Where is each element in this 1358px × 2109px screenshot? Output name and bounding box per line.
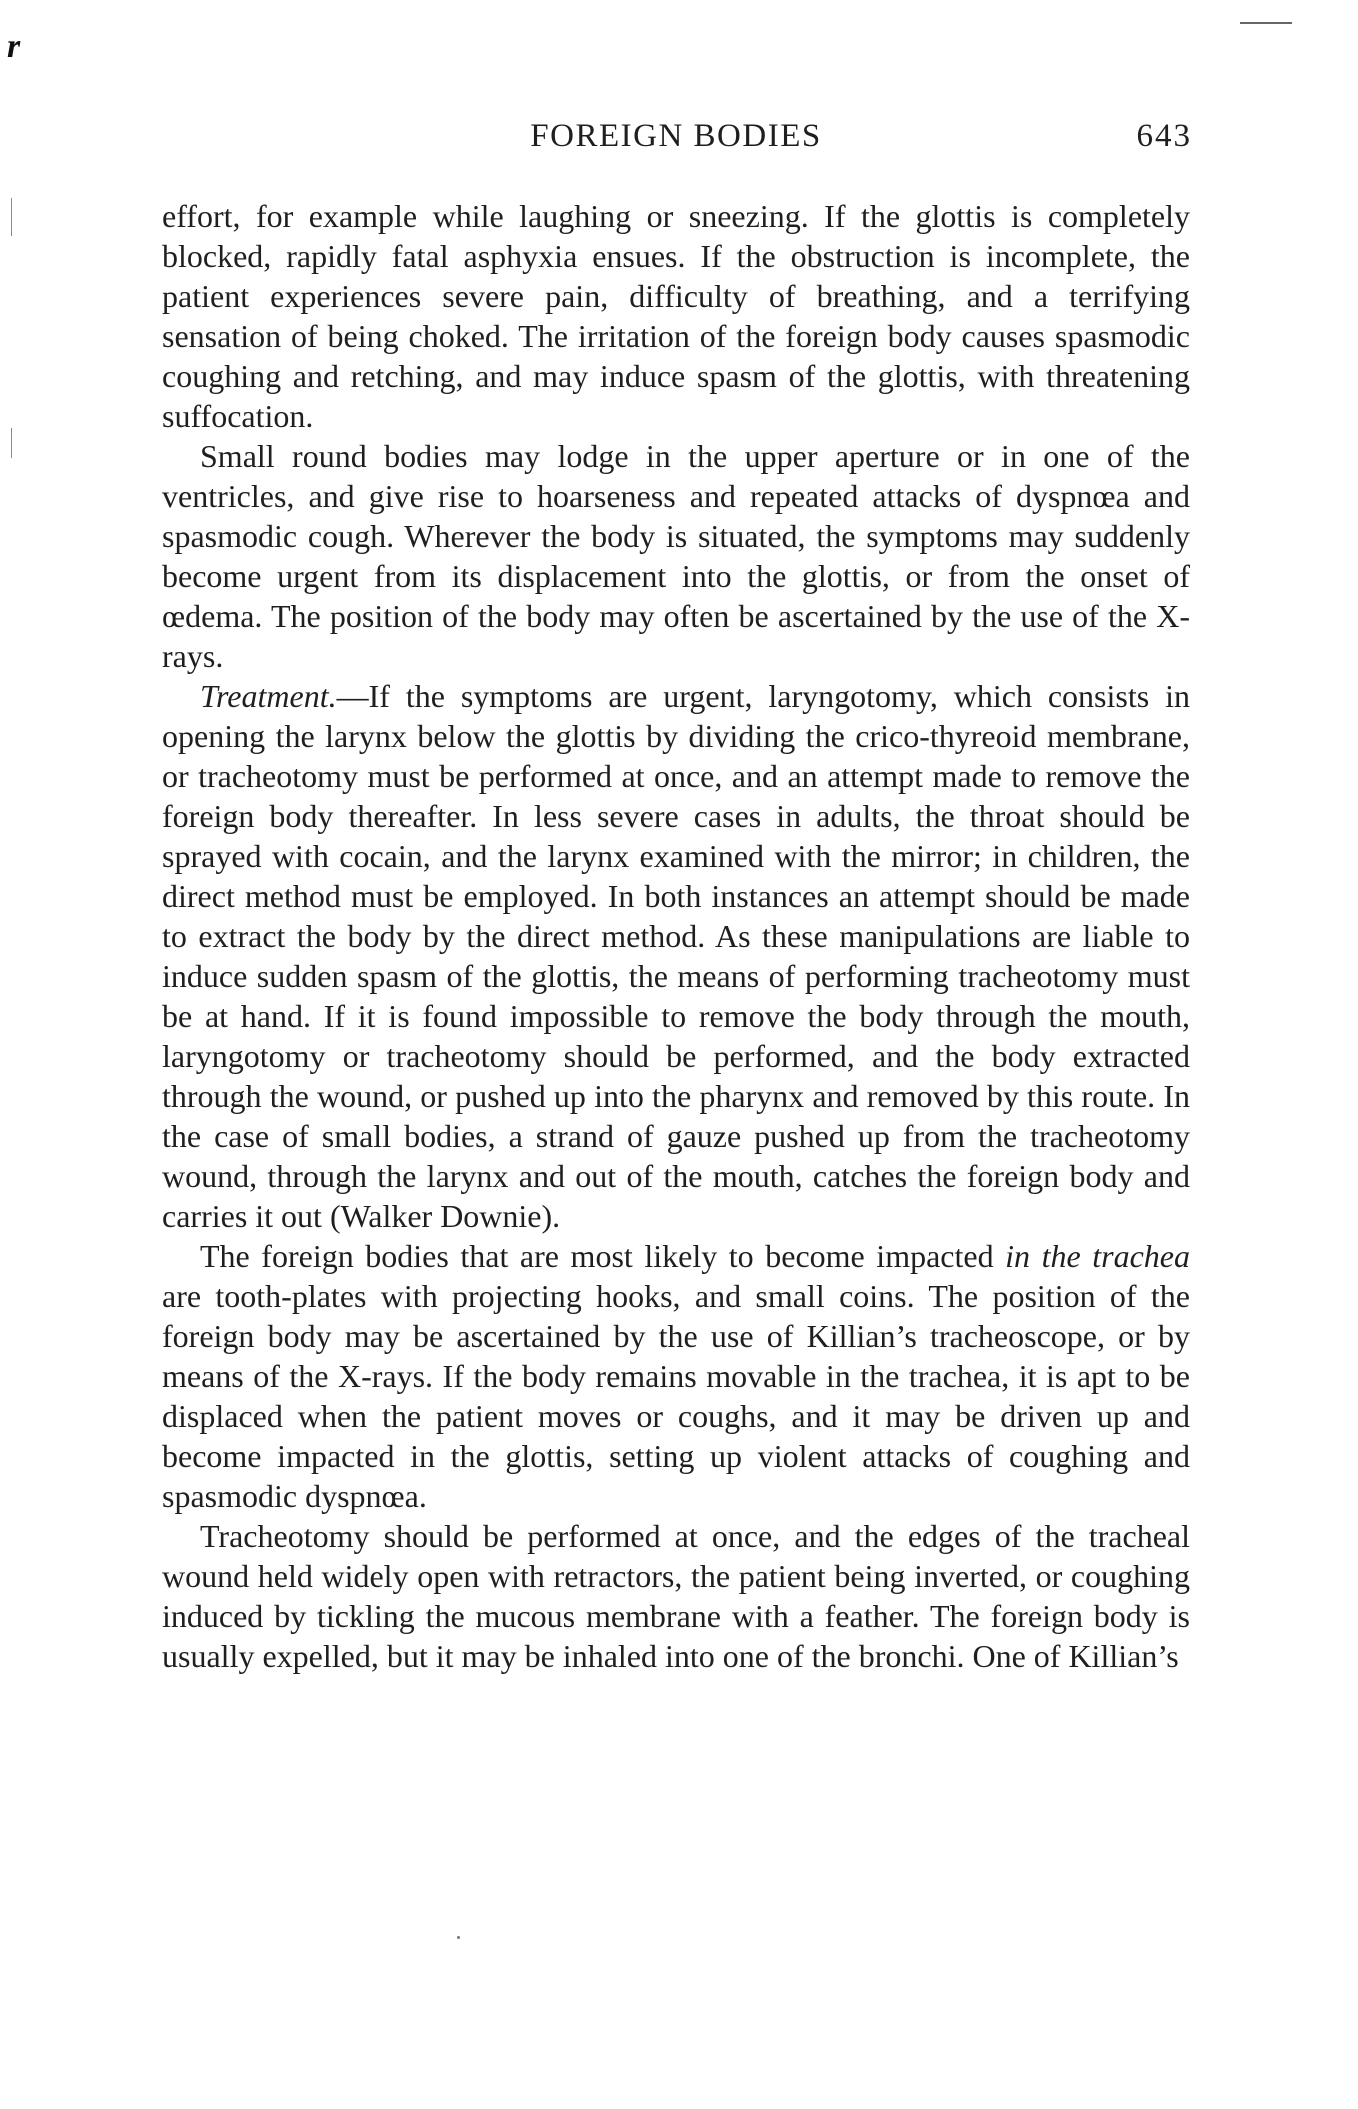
text-run: effort, for example while laughing or sneezing. If the glottis is completely blocked, rapidly fatal asphyxia ensues. If the obstruction is incomplete, the patient experiences severe pain, difficulty of breathing, and a terrifying sensation of being choked. The irritation of the foreign body causes spasmodic coughing and retching, and may induce spasm of the glottis, with threatening suffocation. — [162, 198, 1190, 434]
paragraph — [162, 436, 1190, 676]
paragraph — [162, 196, 1190, 436]
text-run: Small round bodies may lodge in the upper aperture or in one of the ventricles, and give rise to hoarseness and repeated attacks of dyspnœa and spasmodic cough. Wherever the body is situated, the symptoms may suddenly become urgent from its displacement into the glottis, or from the onset of œdema. The position of the body may often be ascertained by the use of the X-rays. — [162, 438, 1190, 674]
paragraph — [162, 676, 1190, 1236]
margin-mark — [11, 428, 12, 458]
text-run: are tooth-plates with projecting hooks, and small coins. The position of the foreign body may be ascertained by the use of Killian’s tracheoscope, or by means of the X-rays. If the body remains movable in the trachea, it is apt to be displaced when the patient moves or coughs, and it may be driven up and become impacted in the glottis, setting up violent attacks of coughing and spasmodic dyspnœa. — [162, 1278, 1190, 1514]
corner-mark: r — [7, 28, 21, 65]
stray-mark — [457, 1936, 460, 1939]
running-head-title: FOREIGN BODIES — [530, 118, 822, 154]
paragraph — [162, 1236, 1190, 1516]
paragraph — [162, 1516, 1190, 1676]
text-run: The foreign bodies that are most likely to become impacted — [200, 1238, 1006, 1274]
running-head — [160, 118, 1192, 162]
top-rule — [1240, 22, 1292, 24]
margin-mark — [11, 198, 12, 236]
body-text — [162, 196, 1190, 1676]
page-number: 643 — [1136, 118, 1192, 154]
text-run: —If the symptoms are urgent, laryngotomy, which consists in opening the larynx below the glottis by dividing the crico-thyreoid membrane, or tracheotomy must be performed at once, and an attempt made to remove the foreign body thereafter. In less severe cases in adults, the throat should be sprayed with cocain, and the larynx examined with the mirror; in children, the direct method must be employed. In both instances an attempt should be made to extract the body by the direct method. As these manipulations are liable to induce sudden spasm of the glottis, the means of performing tracheotomy must be at hand. If it is found impossible to remove the body through the mouth, laryngotomy or tracheotomy should be performed, and the body extracted through the wound, or pushed up into the pharynx and removed by this route. In the case of small bodies, a strand of gauze pushed up from the tracheotomy wound, through the larynx and out of the mouth, catches the foreign body and carries it out (Walker Downie). — [162, 678, 1190, 1234]
emphasis-in-the-trachea: in the trachea — [1005, 1238, 1191, 1274]
section-heading-treatment: Treatment. — [200, 678, 337, 714]
text-run: Tracheotomy should be performed at once, and the edges of the tracheal wound held widely open with retractors, the patient being inverted, or coughing induced by tickling the mucous membrane with a feather. The foreign body is usually expelled, but it may be inhaled into one of the bronchi. One of Killian’s — [162, 1518, 1190, 1674]
